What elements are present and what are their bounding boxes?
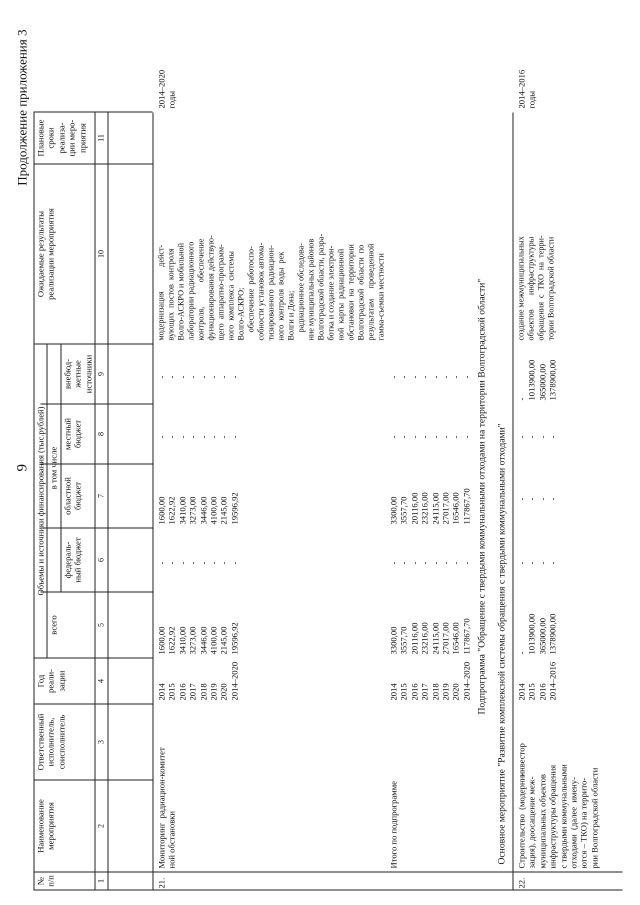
subtotal-total: 3300,00 3557,70 20116,00 23216,00 24115,00 27017,00 16546,00 117867,70 [388,618,472,655]
row21-federal: - - - - - - - - [156,561,240,565]
col-number: 9 [95,344,108,404]
col-header-terms: Плановые сроки реализа- ции меро- приятия [34,112,95,164]
header-table [34,112,109,891]
col-number: 10 [95,164,108,344]
subtotal-extra: - - - - - - - - [388,375,472,379]
column-rule [41,592,153,593]
row22-federal: - - - - [516,561,558,565]
column-rule [41,164,153,165]
row21-activity-name: Мониторинг радиацион- ной обстановки [156,776,177,869]
row22-terms: 2014–2016 годы [516,69,537,109]
col-number: 1 [95,872,108,890]
column-rule [41,872,623,873]
subtotal-regional: 3300,00 3557,70 20116,00 23216,00 24115,00 27017,00 16546,00 117867,70 [388,488,472,525]
col-header-name: Наименование мероприятия [34,780,95,872]
col-header-funding: Объемы и источники финансирования (тыс.рублей) [34,344,47,658]
col-number: 2 [95,780,108,872]
row22-extra: - 1013900,00 365000,00 1378900,00 [516,359,558,401]
col-number: 7 [95,464,108,528]
col-number: 3 [95,704,108,780]
main-activity-heading: Основное мероприятие "Развитие комплексной системы обращения с твердыми коммунальными отходами" [496,423,508,865]
row21-results: модернизация дейст- вующих постов контроля Волго-АСКРО и мобильной лаборатории радиационного контроля, обеспечение функционирования действую- щего аппаратно-программ- ного комплекса системы Волго-АСКРО; обеспечение работоспо- собности установок автома- тизированного радиацион- ного контроля воды рек Волги и Дона; радиационное обследова- ние муниципальных районов Волгоградской области, разра- ботка и создание электрон- ной карты радиационной обстановки на территории Волгоградской области по результатам проведенной гамма-съемки местности [156,233,386,341]
subtotal-federal: - - - - - - - - [388,561,472,565]
row21-regional: 1600,00 1622,92 3410,00 3273,00 3446,00 4100,00 2145,00 19596,92 [156,492,240,525]
row21-terms: 2014–2020 годы [156,69,177,109]
row22-activity-name: Строительство (модерни- зация), доосащение меж- муниципальных объектов инфраструктуры обращения с твердыми коммунальными отходами (далее имену- ются – ТКО) на террито- рии Волгоградской области [516,764,600,869]
col-header-federal: федераль- ный бюджет [61,528,95,592]
row22-years: 2014 2015 2016 2014–2016 [516,661,558,701]
row21-years: 2014 2015 2016 2017 2018 2019 2020 2014–2020 [156,661,240,701]
row22-regional: - - - - [516,497,558,501]
column-rule [41,780,153,781]
col-header-regional: областной бюджет [61,464,95,528]
appendix-label: Продолжение приложения 3 [14,29,30,186]
subtotal-label: Итого по подпрограмме [388,781,399,869]
row22-executor: инвестор [516,743,527,777]
col-header-executor: Ответственный исполнитель, соисполнитель [34,704,95,780]
row22-total: - 1013900,00 365000,00 1378900,00 [516,613,558,655]
row-rule [513,113,514,891]
col-number: 6 [95,528,108,592]
col-header-year: Год реали- зации [34,658,95,704]
column-rule [41,658,153,659]
col-header-extra: внебюд- жетные источники [61,344,95,404]
col-header-results: Ожидаемые результаты реализации мероприятия [34,164,95,344]
row21-number: 21. [156,877,167,889]
col-header-no: № п/п [34,872,95,890]
column-rule [41,344,153,345]
row22-results: создание межмуниципальных объектов инфраструктуры обращения с ТКО на терри- тории Волгоградской области [516,235,556,341]
row22-local: - - - - [516,435,558,439]
row21-local: - - - - - - - - [156,435,240,439]
column-rule [41,112,153,113]
col-number: 8 [95,404,108,464]
column-rule [41,404,153,405]
col-header-local: местный бюджет [61,404,95,464]
row-rule [153,113,154,891]
row21-executor: комитет [156,747,167,777]
column-rule [41,890,623,891]
page-number: 9 [14,464,31,472]
column-rule [41,464,153,465]
column-rule [41,704,153,705]
col-number: 5 [95,592,108,658]
col-number: 4 [95,658,108,704]
col-header-total: всего [47,592,95,658]
row21-total: 1600,00 1622,92 3410,00 3273,00 3446,00 4100,00 2145,00 19596,92 [156,622,240,655]
subtotal-years: 2014 2015 2016 2017 2018 2019 2020 2014–2020 [388,661,472,701]
col-number: 11 [95,112,108,164]
subtotal-local: - - - - - - - - [388,435,472,439]
row22-number: 22. [516,877,527,889]
col-header-including: в том числе [47,344,60,592]
row21-extra: - - - - - - - - [156,375,240,379]
rotated-document-page [1,0,640,905]
subprogram-heading: Подпрограмма "Обращение с твердыми коммунальными отходами на территории Волгоградской области" [476,278,488,715]
column-rule [41,528,153,529]
